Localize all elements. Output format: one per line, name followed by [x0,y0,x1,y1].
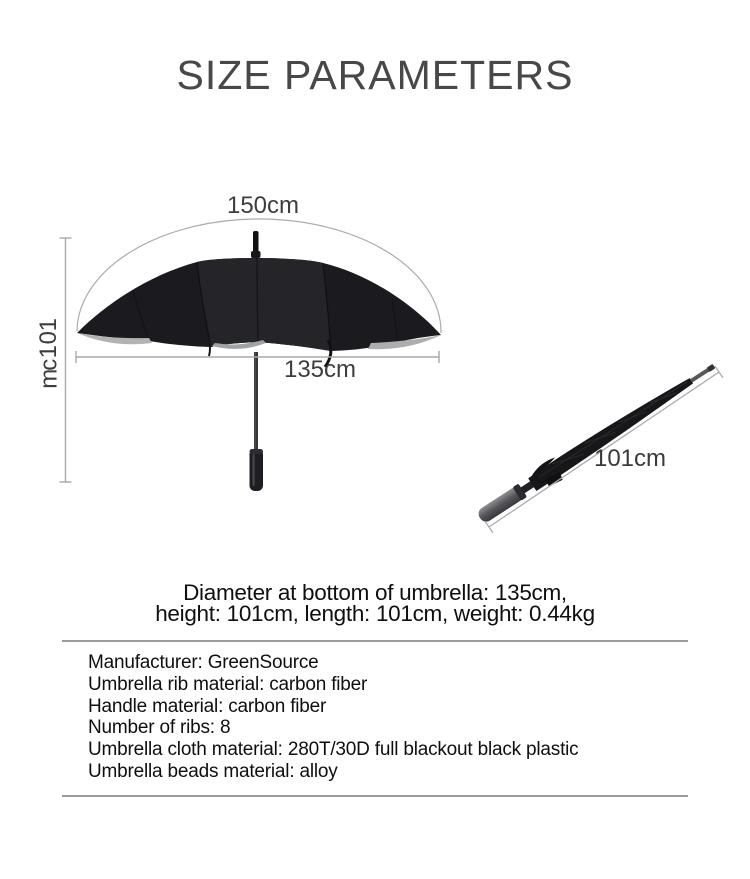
divider-top [62,640,688,642]
spec-rib-material: Umbrella rib material: carbon fiber [88,673,368,695]
spec-cloth-material: Umbrella cloth material: 280T/30D full blackout black plastic [88,739,579,761]
size-summary-line1: Diameter at bottom of umbrella: 135cm, [183,580,567,605]
spec-handle-material: Handle material: carbon fiber [88,695,327,717]
handle-cap [250,449,264,454]
shaft [254,352,258,452]
ferrule-base [251,251,261,258]
page-title: SIZE PARAMETERS [176,52,574,98]
closed-umbrella-illustration [474,356,723,532]
dim-label-width: 150cm [226,192,300,219]
handle-highlight [253,454,255,486]
closed-canopy-body [528,374,696,491]
canopy-center-panel [197,258,331,351]
rib-tip [209,339,210,356]
dim-label-length: 101cm [593,445,667,472]
size-summary [0,580,750,626]
spec-rib-count: Number of ribs: 8 [88,717,231,739]
divider-bottom [62,795,688,797]
size-summary-line2: height: 101cm, length: 101cm, weight: 0.44kg [155,600,595,626]
handle-grip [250,449,264,491]
open-umbrella-illustration [60,192,442,491]
dim-label-diameter: 135cm [283,356,357,383]
dim-label-height: 1 0 1 c m [35,318,63,389]
spec-list [88,652,690,783]
spec-manufacturer: Manufacturer: GreenSource [88,652,319,673]
spec-beads-material: Umbrella beads material: alloy [88,760,338,782]
shaft-highlight [255,352,256,452]
